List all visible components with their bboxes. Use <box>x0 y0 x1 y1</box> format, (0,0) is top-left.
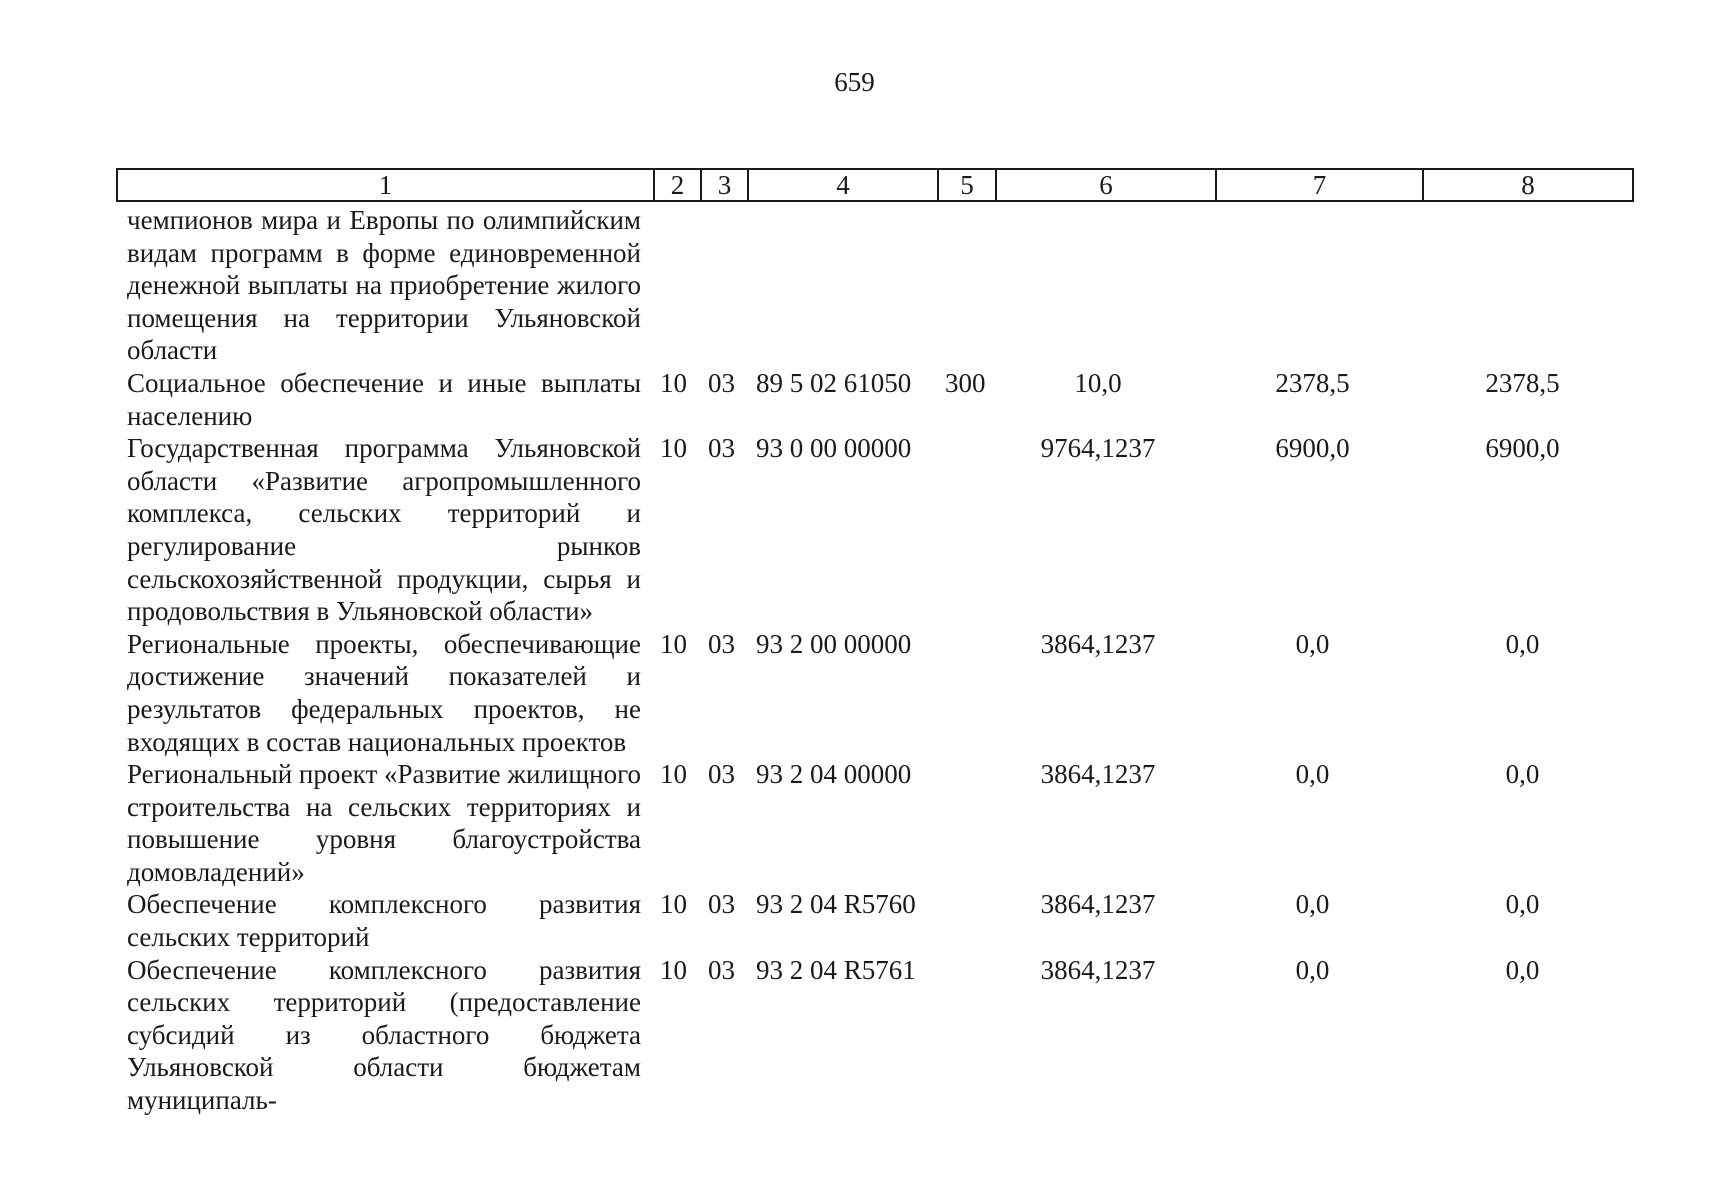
row-target-code: 93 0 00 00000 <box>756 433 912 464</box>
row-amount-col8: 0,0 <box>1505 889 1540 920</box>
row-description: Социальное обеспечение и иные выплаты населению <box>127 367 641 431</box>
row-target-code: 93 2 04 00000 <box>756 759 912 790</box>
row-section: 10 <box>660 433 687 464</box>
row-amount-col7: 0,0 <box>1295 954 1330 985</box>
row-amount-col7: 0,0 <box>1295 759 1330 790</box>
row-target-code: 93 2 04 R5760 <box>756 889 916 920</box>
row-amount-col6: 10,0 <box>1074 367 1122 398</box>
table-row <box>0 954 1709 1117</box>
row-subsection: 03 <box>708 367 735 398</box>
header-col-2: 2 <box>654 169 701 201</box>
row-amount-col6: 3864,1237 <box>1040 759 1156 790</box>
row-subsection: 03 <box>708 628 735 659</box>
row-amount-col6: 3864,1237 <box>1040 889 1156 920</box>
table-row <box>0 204 1709 367</box>
table-row <box>0 432 1709 628</box>
page-number: 659 <box>834 67 875 97</box>
row-subsection: 03 <box>708 759 735 790</box>
header-col-6: 6 <box>996 169 1216 201</box>
row-amount-col8: 2378,5 <box>1485 367 1560 398</box>
row-amount-col7: 2378,5 <box>1275 367 1350 398</box>
table-row <box>0 367 1709 432</box>
row-amount-col8: 0,0 <box>1505 759 1540 790</box>
row-description: Государственная программа Ульяновской области «Развитие агропромышленного комплекса, сельских территорий и регулирование рынков сельскохозяйственной продукции, сырья и продовольствия в Ульяновской области» <box>127 433 641 627</box>
table-header <box>116 168 1634 202</box>
row-amount-col7: 0,0 <box>1295 889 1330 920</box>
row-section: 10 <box>660 759 687 790</box>
row-amount-col8: 6900,0 <box>1485 433 1560 464</box>
row-target-code: 89 5 02 61050 <box>756 367 912 398</box>
row-subsection: 03 <box>708 889 735 920</box>
row-amount-col8: 0,0 <box>1505 954 1540 985</box>
header-col-8: 8 <box>1423 169 1633 201</box>
row-section: 10 <box>660 628 687 659</box>
row-amount-col6: 3864,1237 <box>1040 628 1156 659</box>
row-target-code: 93 2 00 00000 <box>756 628 912 659</box>
row-amount-col6: 3864,1237 <box>1040 954 1156 985</box>
row-description: Региональный проект «Развитие жилищного строительства на сельских территориях и повышение уровня благоустройства домовладений» <box>127 759 642 887</box>
row-subsection: 03 <box>708 954 735 985</box>
row-description: Обеспечение комплексного развития сельских территорий <box>127 889 641 953</box>
table-body <box>0 204 1709 1117</box>
header-col-4: 4 <box>748 169 938 201</box>
row-section: 10 <box>660 889 687 920</box>
row-amount-col8: 0,0 <box>1505 628 1540 659</box>
row-description: Обеспечение комплексного развития сельских территорий (предоставление субсидий из областного бюджета Ульяновской области бюджетам муниципаль- <box>127 954 641 1116</box>
header-col-5: 5 <box>938 169 996 201</box>
row-target-code: 93 2 04 R5761 <box>756 954 916 985</box>
table-row <box>0 628 1709 758</box>
row-amount-col7: 6900,0 <box>1275 433 1350 464</box>
row-description: чемпионов мира и Европы по олимпийским видам программ в форме единовременной денежной выплаты на приобретение жилого помещения на территории Ульяновской области <box>127 205 641 366</box>
table-row <box>0 888 1709 953</box>
row-section: 10 <box>660 954 687 985</box>
row-subsection: 03 <box>708 433 735 464</box>
row-amount-col7: 0,0 <box>1295 628 1330 659</box>
row-amount-col6: 9764,1237 <box>1040 433 1156 464</box>
row-section: 10 <box>660 367 687 398</box>
header-col-7: 7 <box>1216 169 1423 201</box>
row-expense-type: 300 <box>945 367 986 398</box>
table-row <box>0 758 1709 888</box>
header-col-3: 3 <box>701 169 748 201</box>
header-col-1: 1 <box>117 169 654 201</box>
row-description: Региональные проекты, обеспечивающие достижение значений показателей и результатов федеральных проектов, не входящих в состав национальных проектов <box>127 628 641 757</box>
